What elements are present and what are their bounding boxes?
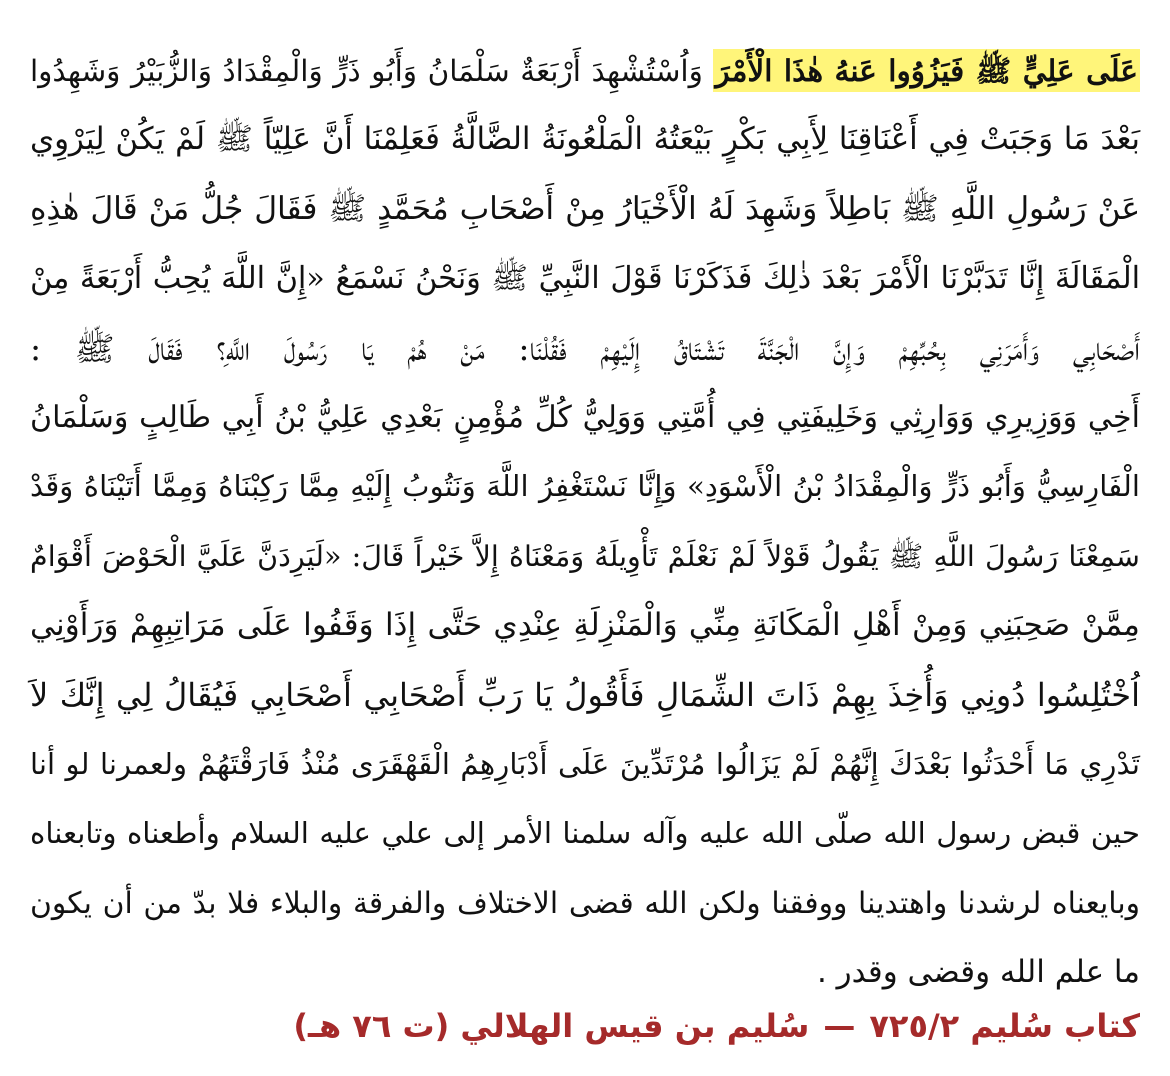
source-author: سُليم بن قيس الهلالي (ت ٧٦ هـ) — [293, 1007, 810, 1045]
source-citation — [293, 1000, 1140, 1052]
passage-line: الْمَقَالَةَ إِنَّا تَدَبَّرْنَا الْأَمْرَ بَعْدَ ذٰلِكَ فَذَكَرْنَا قَوْلَ النَّبِيِّ ﷺ وَنَحْنُ نَسْمَعُ «إِنَّ اللَّهَ يُحِبُّ أَرْبَعَةً مِنْ — [30, 261, 1140, 297]
source-book: كتاب سُليم ٧٢٥/٢ — [869, 1007, 1140, 1045]
passage-text: وَاُسْتُشْهِدَ أَرْبَعَةٌ سَلْمَانُ وَأَبُو ذَرٍّ وَالْمِقْدَادُ وَالزُّبَيْرُ وَشَهِدُوا — [30, 54, 714, 88]
highlighted-phrase: عَلَى عَلِيٍّ ﷺ فَيَزُوُوا عَنهُ هٰذَا الْأَمْرَ — [713, 49, 1140, 92]
passage-line: مِمَّنْ صَحِبَنِي وَمِنْ أَهْلِ الْمَكَانَةِ مِنِّي وَالْمَنْزِلَةِ عِنْدِي حَتَّى إِذَا وَقَفُوا عَلَى مَرَاتِبِهِمْ وَرَأَوْنِي — [30, 607, 1140, 644]
passage — [30, 36, 1140, 1007]
passage-line: بَعْدَ مَا وَجَبَتْ فِي أَعْنَاقِنَا لِأَبِي بَكْرٍ بَيْعَتُهُ الْمَلْعُونَةُ الضَّالَّةُ فَعَلِمْنَا أَنَّ عَلِيّاً ﷺ لَمْ يَكُنْ لِيَرْوِي — [30, 121, 1140, 158]
passage-line: حين قبض رسول الله صلّى الله عليه وآله سلمنا الأمر إلى علي عليه السلام وأطعناه وتابعناه — [30, 816, 1140, 851]
source-separator: — — [823, 1007, 856, 1045]
passage-line: الْفَارِسِيُّ وَأَبُو ذَرٍّ وَالْمِقْدَادُ بْنُ الْأَسْوَدِ» وَإِنَّا نَسْتَغْفِرُ اللَّهَ وَنَتُوبُ إِلَيْهِ مِمَّا رَكِبْنَاهُ وَمِمَّا أَتَيْنَاهُ وَقَدْ — [30, 469, 1140, 504]
passage-line: سَمِعْنَا رَسُولَ اللَّهِ ﷺ يَقُولُ قَوْلاً لَمْ نَعْلَمْ تَأْوِيلَهُ وَمَعْنَاهُ إِلاَّ خَيْراً قَالَ: «لَيَرِدَنَّ عَلَيَّ الْحَوْضَ أَقْوَامٌ — [30, 538, 1140, 573]
passage-line — [30, 36, 1140, 105]
passage-line: أَصْحَابِي وَأَمَرَنِي بِحُبِّهِمْ وَإِنَّ الْجَنَّةَ تَشْتَاقُ إِلَيْهِمْ فَقُلْنَا: مَنْ هُمْ يَا رَسُولَ اللَّهِ؟ فَقَالَ ﷺ : — [30, 328, 1140, 368]
passage-line: اُخْتُلِسُوا دُونِي وَأُخِذَ بِهِمْ ذَاتَ الشِّمَالِ فَأَقُولُ يَا رَبِّ أَصْحَابِي أَصْحَابِي فَيُقَالُ لِي إِنَّكَ لاَ — [30, 675, 1140, 714]
passage-line: تَدْرِي مَا أَحْدَثُوا بَعْدَكَ إِنَّهُمْ لَمْ يَزَالُوا مُرْتَدِّينَ عَلَى أَدْبَارِهِمُ الْقَهْقَرَى مُنْذُ فَارَقْتَهُمْ ولعمرنا لو أنا — [30, 746, 1140, 781]
passage-line: وبايعناه لرشدنا واهتدينا ووفقنا ولكن الله قضى الاختلاف والفرقة والبلاء فلا بدّ من أن يكون — [30, 885, 1140, 921]
passage-line: أَخِي وَوَزِيرِي وَوَارِثِي وَخَلِيفَتِي فِي أُمَّتِي وَوَلِيُّ كُلِّ مُؤْمِنٍ بَعْدِي عَلِيُّ بْنُ أَبِي طَالِبٍ وَسَلْمَانُ — [30, 399, 1140, 435]
passage-line: ما علم الله وقضى وقدر . — [816, 954, 1140, 991]
passage-line: عَنْ رَسُولِ اللَّهِ ﷺ بَاطِلاً وَشَهِدَ لَهُ الْأَخْيَارُ مِنْ أَصْحَابِ مُحَمَّدٍ ﷺ فَقَالَ جُلُّ مَنْ قَالَ هٰذِهِ — [30, 190, 1140, 227]
